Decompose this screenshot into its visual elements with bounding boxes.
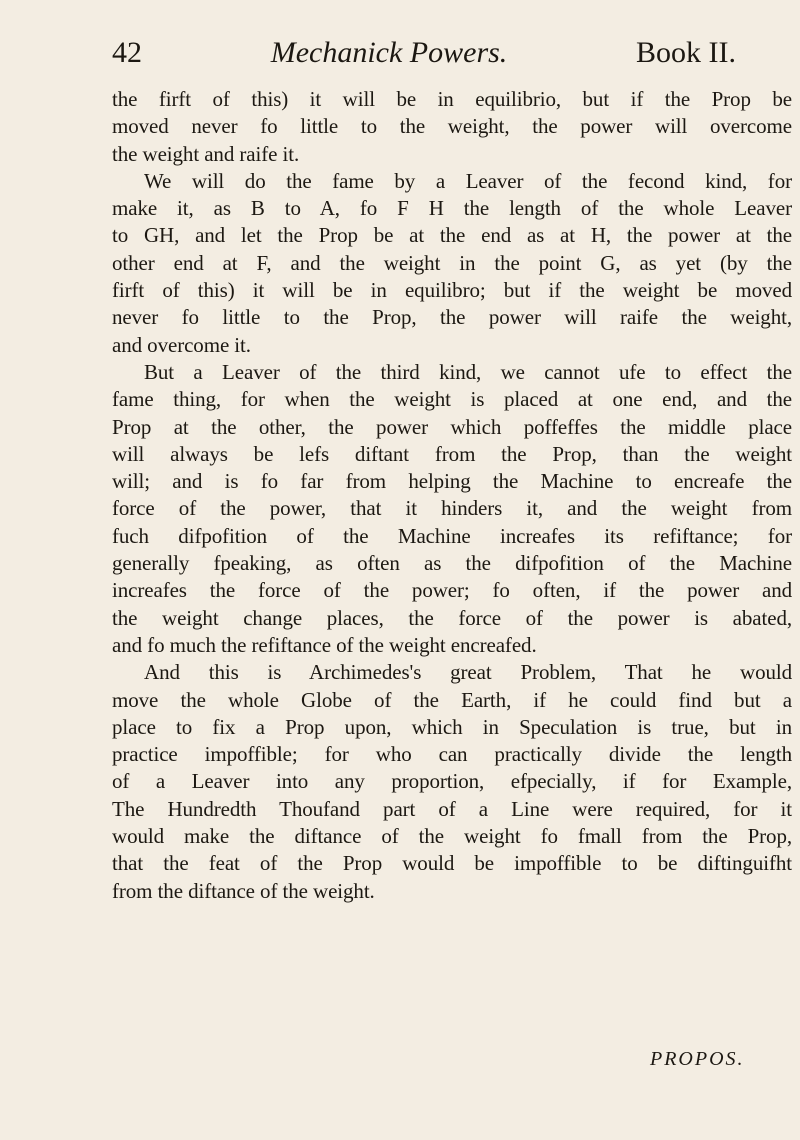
running-title: Mechanick Powers. — [270, 36, 508, 69]
book-label: Book II. — [636, 36, 736, 69]
text-line: But a Leaver of the third kind, we cannot ufe to effect the — [144, 359, 792, 384]
text-line: the weight change places, the force of the power is abated, — [112, 605, 792, 630]
text-line: move the whole Globe of the Earth, if he could find but a — [112, 687, 792, 712]
text-line: would make the diftance of the weight fo fmall from the Prop, — [112, 824, 792, 849]
text-line: practice impoffible; for who can practically divide the length — [112, 742, 792, 767]
page-header — [112, 36, 736, 86]
page-number: 42 — [112, 36, 142, 69]
text-line: the weight and raife it. — [112, 141, 300, 166]
text-line: force of the power, that it hinders it, and the weight from — [112, 496, 792, 521]
text-line: fuch difpofition of the Machine increafes its refiftance; for — [112, 523, 792, 548]
text-line: increafes the force of the power; fo often, if the power and — [112, 578, 792, 603]
text-line: will always be lefs diftant from the Prop, than the weight — [112, 441, 792, 466]
text-line: of a Leaver into any proportion, efpecially, if for Example, — [112, 769, 792, 794]
text-line: the firft of this) it will be in equilibrio, but if the Prop be — [112, 87, 792, 111]
text-line: and overcome it. — [112, 332, 251, 357]
text-line: fame thing, for when the weight is placed at one end, and the — [112, 387, 792, 412]
text-line: never fo little to the Prop, the power will raife the weight, — [112, 305, 792, 330]
text-line: firft of this) it will be in equilibro; but if the weight be moved — [112, 278, 792, 303]
text-line: moved never fo little to the weight, the power will overcome — [112, 114, 792, 139]
text-line: And this is Archimedes's great Problem, That he would — [144, 660, 792, 685]
text-line: The Hundredth Thoufand part of a Line were required, for it — [112, 796, 792, 821]
text-line: that the feat of the Prop would be impoffible to be diftinguifht — [112, 851, 792, 876]
catchword: PROPOS. — [650, 1048, 745, 1070]
text-line: other end at F, and the weight in the point G, as yet (by the — [112, 250, 792, 275]
text-line: make it, as B to A, fo F H the length of the whole Leaver — [112, 196, 792, 221]
text-line: and fo much the refiftance of the weight encreafed. — [112, 632, 537, 657]
body-text — [112, 86, 792, 905]
text-line: generally fpeaking, as often as the difpofition of the Machine — [112, 551, 792, 576]
text-line: place to fix a Prop upon, which in Speculation is true, but in — [112, 714, 792, 739]
text-line: to GH, and let the Prop be at the end as at H, the power at the — [112, 223, 792, 248]
text-line: from the diftance of the weight. — [112, 878, 375, 903]
text-line: Prop at the other, the power which poffeffes the middle place — [112, 414, 792, 439]
text-line: We will do the fame by a Leaver of the fecond kind, for — [144, 168, 792, 193]
text-line: will; and is fo far from helping the Machine to encreafe the — [112, 469, 792, 494]
